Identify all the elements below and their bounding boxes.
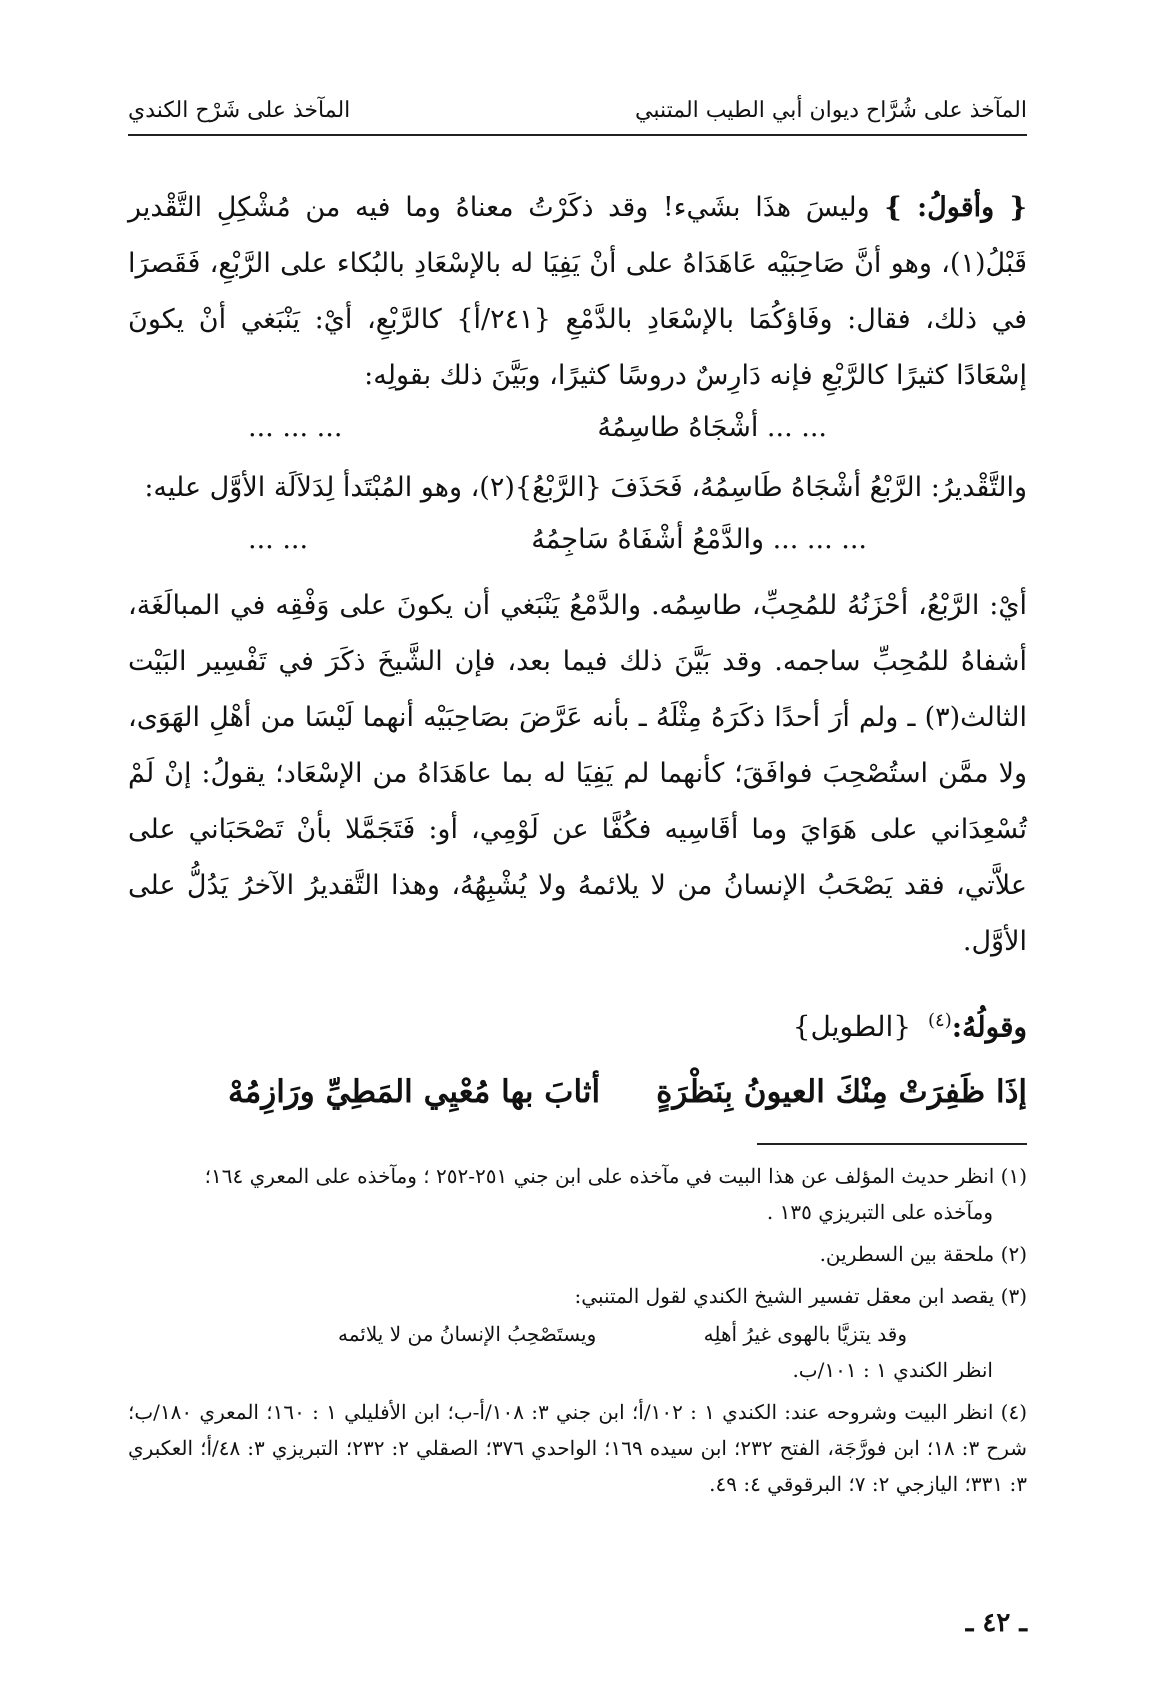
footnotes [128,1158,1027,1508]
paragraph-3-text: أيْ: الرَّبْعُ، أحْزَنُهُ للمُحِبِّ، طاسِمُه. والدَّمْعُ يَنْبَغي أن يكونَ على وَفْقِه في المبالَغَة، أشفاهُ للمُحِبِّ ساجمه. وقد بَيَّنَ ذلك فيما بعد، فإن الشَّيخَ ذكَرَ في تَفْسِير البَيْت الثالث(٣) ـ ولم أرَ أحدًا ذكَرَهُ مِثْلَهُ ـ بأنه عَرَّضَ بصَاحِبَيْه أنهما لَيْسَا من أهْلِ الهَوَى، ولا ممَّن استُصْحِبَ فوافَقَ؛ كأنهما لم يَفِيَا له بما عاهَدَاهُ من الإسْعَاد؛ يقولُ: إنْ لَمْ تُسْعِدَاني على هَوَايَ وما أقَاسِيه فكُفَّا عن لَوْمِي، أو: فَتَجَمَّلا بأنْ تَصْحَبَاني على علاَّتي، فقد يَصْحَبُ الإنسانُ من لا يلائمهُ ولا يُشْبِهُهُ، وهذا التَّقديرُ الآخرُ يَدُلُّ على الأوَّل. [128,590,1028,957]
section-label: وقولُهُ: [951,1010,1027,1044]
footnote-3-verse-first: وقد يتزيَّا بالهوى غيرُ أهلِه [703,1322,907,1346]
quoted-verse-1 [128,404,1027,460]
poem-first-hemistich: إذَا ظَفِرَتْ مِنْكَ العيونُ بِنَظْرَةٍ [656,1074,1027,1110]
paragraph-2 [128,460,1027,516]
footnote-4 [128,1394,1027,1502]
running-head [128,92,1027,136]
footnote-2 [128,1236,1027,1272]
footnote-3-verse [128,1314,1027,1352]
running-head-chapter-title: المآخذ على شَرْح الكندي [128,98,351,123]
poem-second-hemistich: أثابَ بها مُعْيِي المَطِيِّ ورَازِمُهْ [228,1074,601,1110]
paragraph-1-text: وليسَ هذَا بشَيء! وقد ذكَرْتُ معناهُ وما فيه من مُشْكِلِ التَّقْدير قَبْلُ(١)، وهو أنَّ صَاحِبَيْه عَاهَدَاهُ على أنْ يَفِيَا له بالإسْعَادِ بالبُكاء على الرَّبْعِ، فَقَصرَا في ذلك، فقال: وفَاؤكُمَا بالإسْعَادِ بالدَّمْعِ {٢٤١/أ} كالرَّبْعِ، أيْ: يَنْبَغي أنْ يكونَ إسْعَادًا كثيرًا كالرَّبْعِ فإنه دَارِسٌ دروسًا كثيرًا، وبَيَّنَ ذلك بقولِه: [128,192,1027,391]
quoted-verse-1-ellipsis: ... ... ... [248,412,343,443]
footnote-2-text: (٢) ملحقة بين السطرين. [819,1242,1027,1266]
footnote-3-continuation: انظر الكندي ١ : ١٠١/ب. [792,1358,993,1382]
running-head-book-title: المآخذ على شُرَّاح ديوان أبي الطيب المتنبي [635,98,1027,123]
footnote-3 [128,1278,1027,1388]
quoted-verse-2 [128,516,1027,572]
paragraph-3 [128,578,1027,970]
quoted-verse-1-hemistich: ... ... أشْجَاهُ طاسِمُهُ [597,412,827,443]
poem-verse [128,1074,1027,1134]
footnote-1-text: (١) انظر حديث المؤلف عن هذا البيت في مآخذه على ابن جني ٢٥١-٢٥٢ ؛ ومآخذه على المعري ١٦٤؛ [204,1164,1027,1188]
section-heading [793,1010,1027,1043]
footnote-3-text: (٣) يقصد ابن معقل تفسير الشيخ الكندي لقول المتنبي: [574,1284,1027,1308]
quoted-verse-2-ellipsis: ... ... [248,524,309,555]
footnote-3-verse-second: ويستَصْحِبُ الإنسانُ من لا يلائمه [338,1322,597,1346]
footnote-4-text: (٤) انظر البيت وشروحه عند: الكندي ١ : ١٠٢/أ؛ ابن جني ٣: ١٠٨/أ-ب؛ ابن الأفليلي ١ : ١٦٠؛ المعري ١٨٠/ب؛ شرح ٣: ١٨؛ ابن فورَّجَة، الفتح ٢٣٢؛ ابن سيده ١٦٩؛ الواحدي ٣٧٦؛ الصقلي ٢: ٢٣٢؛ التبريزي ٣: ٤٨/أ؛ العكبري ٣: ٣٣١؛ اليازجي ٢: ٧؛ البرقوقي ٤: ٤٩. [128,1400,1028,1496]
paragraph-1 [128,180,1027,404]
main-text [128,180,1027,970]
footnote-1-continuation: ومآخذه على التبريزي ١٣٥ . [766,1200,993,1224]
footnote-1 [128,1158,1027,1230]
footnote-separator [757,1143,1027,1145]
section-meter: {الطويل} [792,1010,912,1044]
paragraph-2-text: والتَّقْديرُ: الرَّبْعُ أشْجَاهُ طَاسِمُهُ، فَحَذَفَ {الرَّبْعُ}(٢)، وهو المُبْتَدأ لِدَلاَلَة الأوَّل عليه: [144,472,1027,503]
section-footnote-ref: (٤) [928,1010,952,1031]
quoted-verse-2-hemistich: ... ... ... والدَّمْعُ أشْفَاهُ سَاجِمُهُ [531,524,867,555]
paragraph-1-lead: { وأقولُ: } [884,192,1027,223]
page-number: ـ ٤٢ ـ [965,1608,1027,1638]
